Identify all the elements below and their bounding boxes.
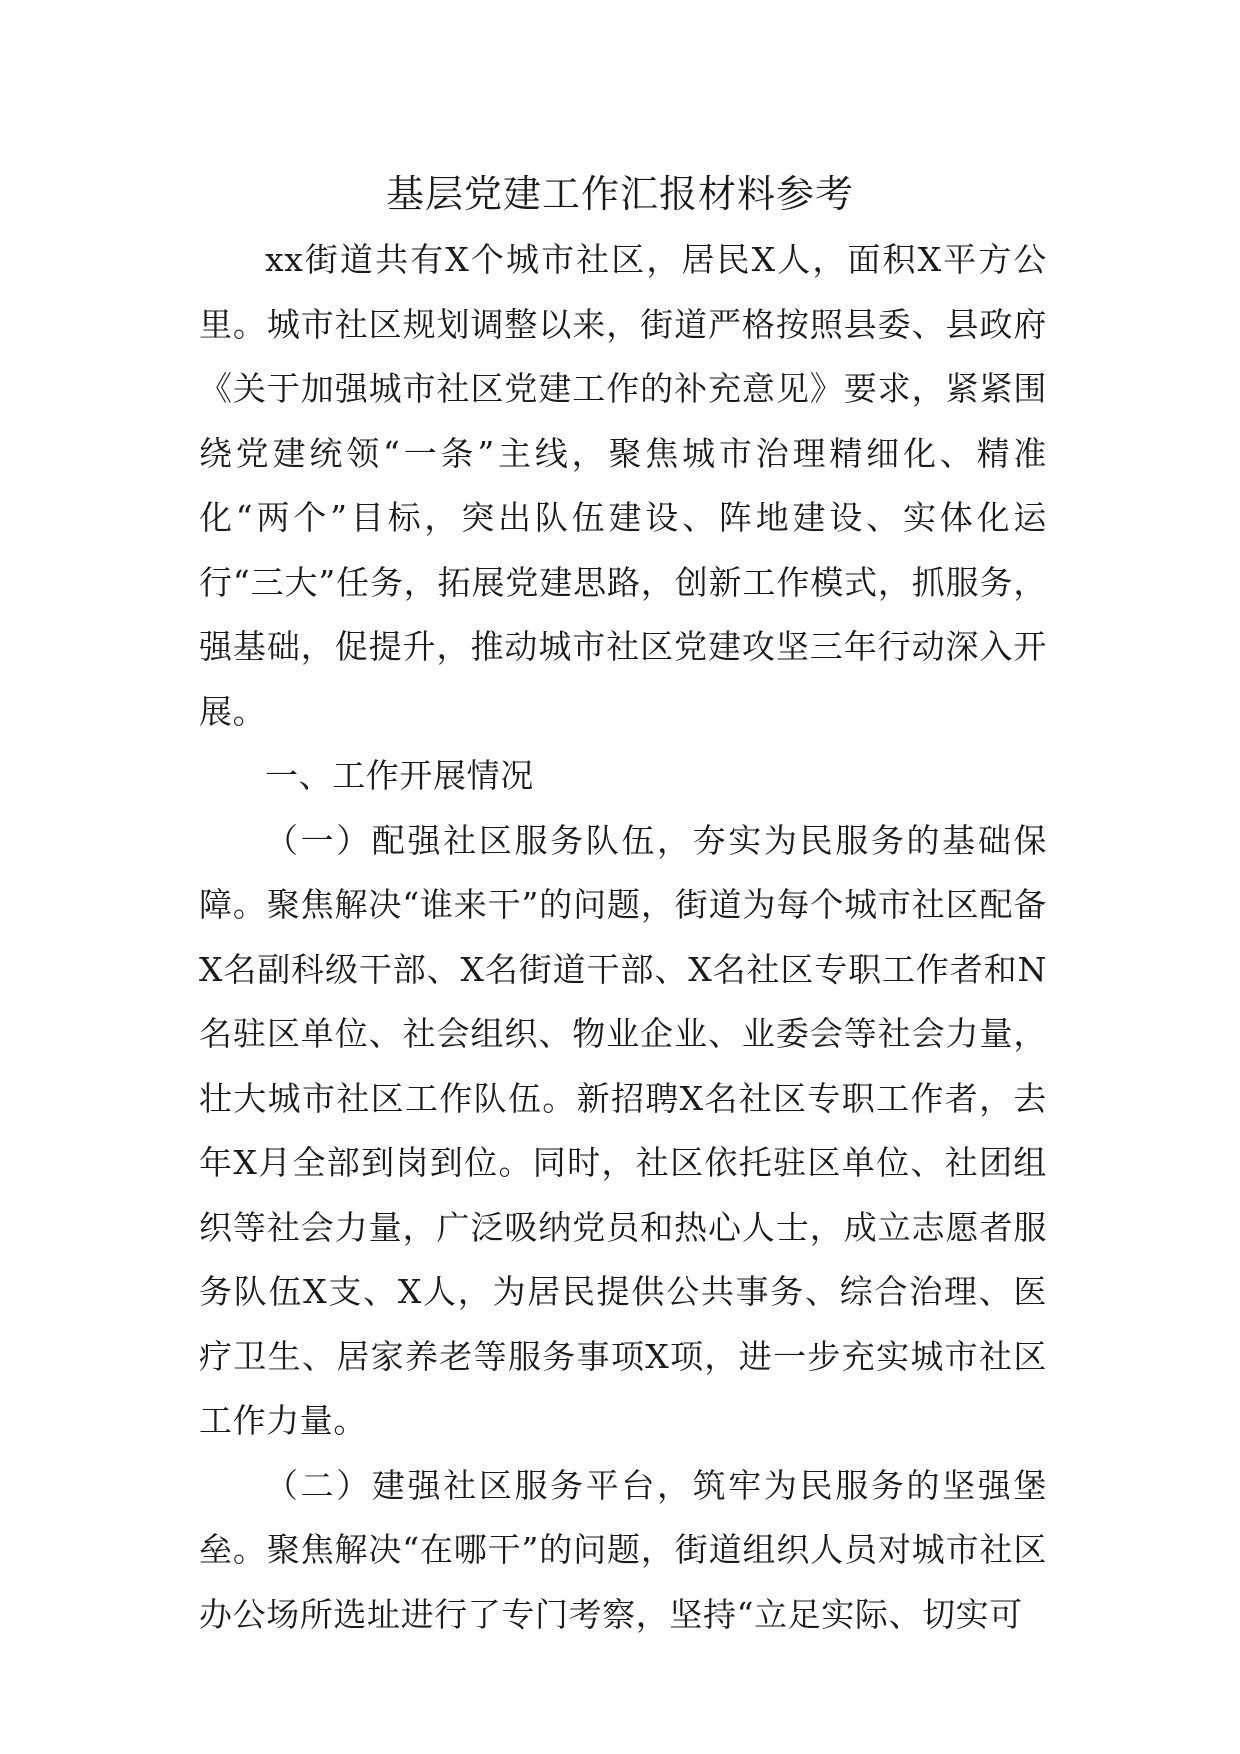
intro-paragraph: xx街道共有X个城市社区，居民X人，面积X平方公里。城市社区规划调整以来，街道严格按照县委、县政府《关于加强城市社区党建工作的补充意见》要求，紧紧围绕党建统领“一条”主线，聚焦城市治理精细化、精准化“两个”目标，突出队伍建设、阵地建设、实体化运行“三大”任务，拓展党建思路，创新工作模式，抓服务，强基础，促提升，推动城市社区党建攻坚三年行动深入开展。 — [199, 240, 1047, 731]
subsection-paragraph-1: （一）配强社区服务队伍，夯实为民服务的基础保障。聚焦解决“谁来干”的问题，街道为每个城市社区配备X名副科级干部、X名街道干部、X名社区专职工作者和N名驻区单位、社会组织、物业企业、业委会等社会力量，壮大城市社区工作队伍。新招聘X名社区专职工作者，去年X月全部到岗到位。同时，社区依托驻区单位、社团组织等社会力量，广泛吸纳党员和热心人士，成立志愿者服务队伍X支、X人，为居民提供公共事务、综合治理、医疗卫生、居家养老等服务事项X项，进一步充实城市社区工作力量。 — [199, 820, 1047, 1440]
document-body — [199, 228, 1047, 1647]
document-title: 基层党建工作汇报材料参考 — [385, 172, 854, 216]
subsection-paragraph-2: （二）建强社区服务平台，筑牢为民服务的坚强堡垒。聚焦解决“在哪干”的问题，街道组织人员对城市社区办公场所选址进行了专门考察，坚持“立足实际、切实可 — [199, 1465, 1047, 1634]
section-heading: 一、工作开展情况 — [265, 756, 534, 795]
